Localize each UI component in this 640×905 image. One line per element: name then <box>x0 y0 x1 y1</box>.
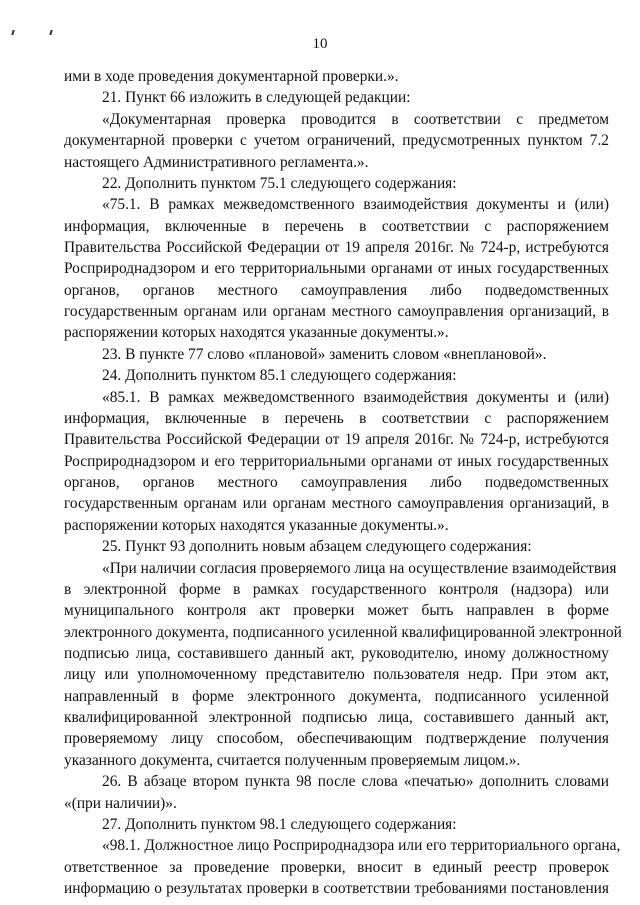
text-line: Правительства Российской Федерации от 19 апреля 2016г. № 724-р, истребуются <box>64 238 609 256</box>
text-line: документарной проверки с учетом ограничений, предусмотренных пунктом 7.2 <box>64 132 609 150</box>
text-line: ими в ходе проведения документарной проверки.». <box>64 68 399 85</box>
text-line: Правительства Российской Федерации от 19 апреля 2016г. № 724-р, истребуются <box>64 431 609 449</box>
text-line: муниципального контроля акт проверки может быть направлен в форме <box>64 602 609 620</box>
text-line: информацию о результатах проверки в соответствии требованиями постановления <box>64 880 609 897</box>
page-number: 10 <box>312 36 328 52</box>
text-line: лицу или уполномоченному представителю пользователя недр. При этом акт, <box>64 666 609 684</box>
text-line: направленный в форме электронного документа, подписанного усиленной <box>64 687 609 705</box>
text-line: государственным органам или органам местного самоуправления организаций, в <box>64 495 609 513</box>
text-line: «75.1. В рамках межведомственного взаимодействия документы и (или) <box>102 196 609 214</box>
text-line: Росприроднадзором и его территориальными органами от иных государственных <box>64 452 609 470</box>
text-line: 27. Дополнить пунктом 98.1 следующего содержания: <box>102 815 457 833</box>
text-line: «Документарная проверка проводится в соответствии с предметом <box>102 110 609 128</box>
text-line: 22. Дополнить пунктом 75.1 следующего содержания: <box>102 174 457 192</box>
text-line: органов, органов местного самоуправления либо подведомственных <box>64 474 609 491</box>
text-line: 25. Пункт 93 дополнить новым абзацем следующего содержания: <box>102 538 532 556</box>
text-line: государственным органам или органам местного самоуправления организаций, в <box>64 303 609 321</box>
text-line: распоряжении которых находятся указанные документы.». <box>64 516 449 534</box>
text-line: подписью лица, составившего данный акт, руководителю, иному должностному <box>64 644 609 662</box>
text-line: «85.1. В рамках межведомственного взаимодействия документы и (или) <box>102 388 609 406</box>
text-line: указанного документа, считается полученным проверяемым лицом.». <box>64 751 521 769</box>
text-line: органов, органов местного самоуправления либо подведомственных <box>64 281 609 299</box>
text-line: настоящего Административного регламента.». <box>64 153 369 171</box>
text-line: электронного документа, подписанного усиленной квалифицированной электронной <box>64 623 622 641</box>
text-line: ответственное за проведение проверки, вносит в единый реестр проверок <box>64 858 609 876</box>
text-line: информация, включенные в перечень в соответствии с распоряжением <box>64 409 609 427</box>
text-line: 23. В пункте 77 слово «плановой» заменить словом «внеплановой». <box>102 345 547 363</box>
text-line: квалифицированной электронной подписью лица, составившего данный акт, <box>64 709 609 727</box>
text-line: «98.1. Должностное лицо Росприроднадзора или его территориального органа, <box>102 837 621 855</box>
text-line: в электронной форме в рамках государственного контроля (надзора) или <box>64 580 609 598</box>
text-line: «При наличии согласия проверяемого лица на осуществление взаимодействия <box>102 559 617 577</box>
text-line: 24. Дополнить пунктом 85.1 следующего содержания: <box>102 367 457 385</box>
text-line: проверяемому лицу способом, обеспечивающим подтверждение получения <box>64 730 609 748</box>
text-line: информация, включенные в перечень в соответствии с распоряжением <box>64 217 609 235</box>
text-line: 26. В абзаце втором пункта 98 после слова «печатью» дополнить словами <box>102 773 609 791</box>
text-line: распоряжении которых находятся указанные документы.». <box>64 324 449 342</box>
text-line: «(при наличии)». <box>64 794 177 812</box>
text-line: 21. Пункт 66 изложить в следующей редакции: <box>102 89 411 107</box>
text-line: Росприроднадзором и его территориальными органами от иных государственных <box>64 260 609 278</box>
